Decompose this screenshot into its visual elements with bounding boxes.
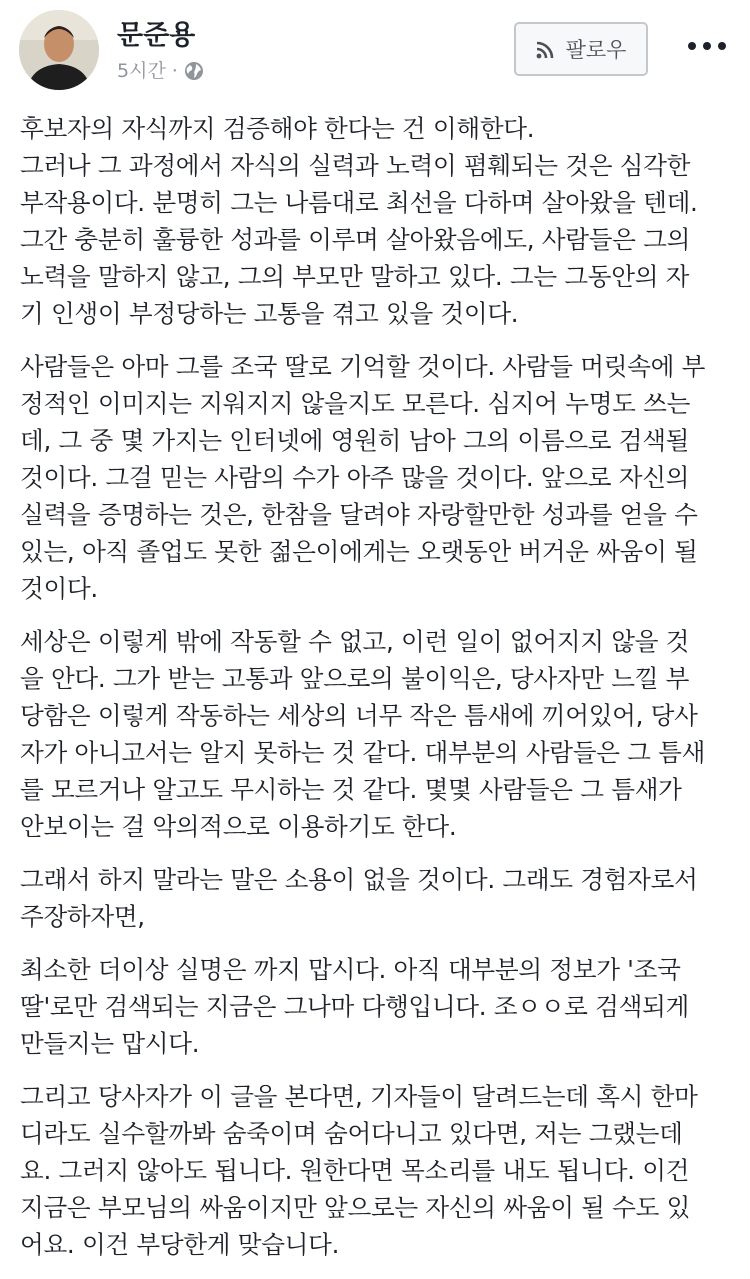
post-paragraph: 최소한 더이상 실명은 까지 맙시다. 아직 대부분의 정보가 '조국 딸'로만 검색되는 지금은 그나마 다행입니다. 조ㅇㅇ로 검색되게 만들지는 맙시다. <box>20 955 689 1058</box>
follow-label: 팔로우 <box>565 38 627 62</box>
author-name[interactable]: 문준용 <box>117 20 196 51</box>
follow-button[interactable] <box>514 22 648 76</box>
avatar[interactable] <box>19 10 99 90</box>
post-paragraph: 사람들은 아마 그를 조국 딸로 기억할 것이다. 사람들 머릿속에 부 정적인 이미지는 지워지지 않을지도 모른다. 심지어 누명도 쓰는 데, 그 중 몇 가지는 인터넷에 영원히 남아 그의 이름으로 검색될 것이다. 그걸 믿는 사람의 수가 아주 많을 것이다. 앞으로 자신의 실력을 증명하는 것은, 한참을 달려야 자랑할만한 성과를 얻을 수 있는, 아직 졸업도 못한 젊은이에게는 오랫동안 버거운 싸움이 될 것이다. <box>20 352 706 603</box>
meta-separator: · <box>171 60 178 82</box>
post-body <box>20 110 732 1279</box>
post-header <box>0 0 750 100</box>
post-time[interactable]: 5시간 <box>117 60 166 82</box>
post-paragraph: 그래서 하지 말라는 말은 소용이 없을 것이다. 그래도 경험자로서 주장하자면, <box>20 865 698 931</box>
post-paragraph: 그리고 당사자가 이 글을 본다면, 기자들이 달려드는데 혹시 한마 디라도 실수할까봐 숨죽이며 숨어다니고 있다면, 저는 그랬는데 요. 그러지 않아도 됩니다. 원한다면 목소리를 내도 됩니다. 이건 지금은 부모님의 싸움이지만 앞으로는 자신의 싸움이 될 수도 있 어요. 이건 부당한게 맞습니다. <box>20 1082 698 1259</box>
post-meta <box>117 58 204 84</box>
post-paragraph: 후보자의 자식까지 검증해야 한다는 건 이해한다. 그러나 그 과정에서 자식의 실력과 노력이 폄훼되는 것은 심각한 부작용이다. 분명히 그는 나름대로 최선을 다하며 살아왔을 텐데. 그간 충분히 훌륭한 성과를 이루며 살아왔음에도, 사람들은 그의 노력을 말하지 않고, 그의 부모만 말하고 있다. 그는 그동안의 자 기 인생이 부정당하는 고통을 겪고 있을 것이다. <box>20 114 698 328</box>
post-paragraph: 세상은 이렇게 밖에 작동할 수 없고, 이런 일이 없어지지 않을 것 을 안다. 그가 받는 고통과 앞으로의 불이익은, 당사자만 느낄 부 당함은 이렇게 작동하는 세상의 너무 작은 틈새에 끼어있어, 당사 자가 아니고서는 알지 못하는 것 같다. 대부분의 사람들은 그 틈새 를 모르거나 알고도 무시하는 것 같다. 몇몇 사람들은 그 틈새가 안보이는 걸 악의적으로 이용하기도 한다. <box>20 627 706 841</box>
avatar-image <box>19 10 99 90</box>
rss-icon <box>536 40 554 58</box>
globe-icon <box>184 61 204 81</box>
more-horizontal-icon[interactable] <box>688 36 726 56</box>
